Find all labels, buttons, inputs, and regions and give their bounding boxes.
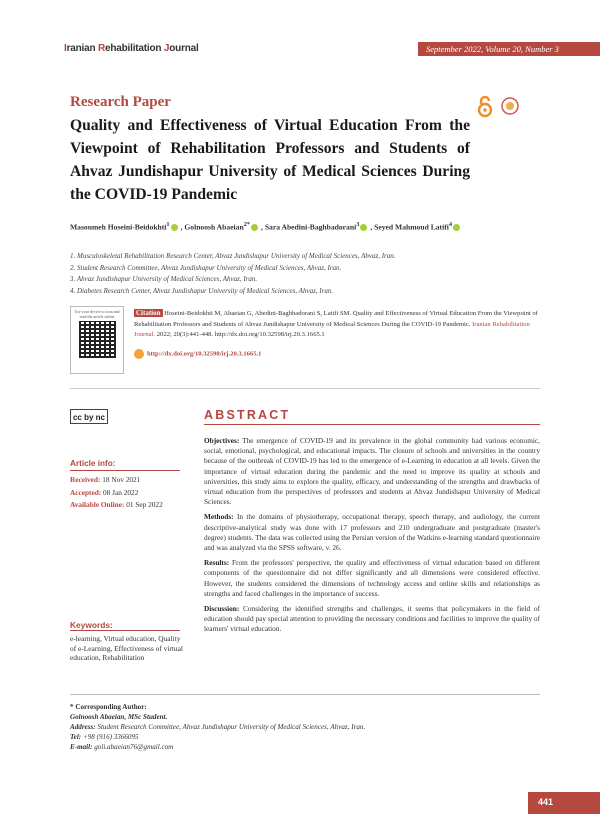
article-info-heading: Article info: (70, 459, 116, 468)
citation-block (134, 308, 540, 341)
article-info-divider (70, 470, 180, 471)
qr-code-box[interactable] (70, 306, 124, 374)
correspondence-name: Golnoosh Abaeian, MSc Student. (70, 713, 168, 721)
accepted-date: Accepted: 08 Jan 2022 (70, 487, 139, 497)
doi-link[interactable]: http://dx.doi.org/10.32598/irj.20.3.1665.1 (134, 349, 261, 359)
abstract-discussion: Discussion: Considering the identified strengths and challenges, it seems that policymakers in the field of education should pay special attention to providing the necessary conditions and facilities to improve the quality of learners' virtual education. (204, 604, 540, 634)
citation-text: Hoseini-Beidokhti M, Abaeian G, Abedini-Baghbadorani S, Latifi SM. Quality and Effectiveness of Virtual Education From the Viewpoint of Rehabilitation Professors and Students of Ahvaz Jundishapur University of Medical Sciences During the COVID-19 Pandemic. (134, 310, 538, 328)
correspondence-email: E-mail: goli.abaeian76@gmail.com (70, 743, 174, 751)
affiliation-item: 4. Diabetes Research Center, Ahvaz Jundishapur University of Medical Sciences, Ahvaz, Iran. (70, 286, 334, 295)
abstract-body (204, 436, 540, 640)
author-name: Sara Abedini-Baghbadorani (264, 222, 357, 232)
keywords-heading: Keywords: (70, 620, 113, 630)
abstract-objectives: Objectives: The emergence of COVID-19 and its prevalence in the global community had various economic, social, emotional, psychological, and educational impacts. The closure of schools and universities in the country because of the outbreak of COVID-19 has led to the emergence of e-Learning in education at all levels. Given the importance of virtual education during the pandemic and the need to improve its quality at schools and universities, this study aims to explore the quality, efficacy, and understanding of the strengths and drawbacks of virtual education from the perspectives of professors and students at Ahvaz Jundishapur University of Medical Sciences. (204, 436, 540, 507)
author-name: Seyed Mahmoud Latifi (374, 222, 449, 232)
correspondence-address: Address: Student Research Committee, Ahvaz Jundishapur University of Medical Sciences, Ahvaz, Iran. (70, 723, 366, 731)
orcid-icon[interactable] (251, 224, 258, 231)
abstract-heading: ABSTRACT (204, 408, 291, 422)
keywords-list: e-learning, Virtual education, Quality of e-Learning, Effectiveness of virtual education, Rehabilitation (70, 634, 183, 663)
doi-icon (134, 349, 144, 359)
orcid-icon[interactable] (453, 224, 460, 231)
cc-license-badge[interactable]: cc by nc (70, 409, 108, 424)
author-list: Masoumeh Hoseini-Beidokhti$^1$ , Golnoosh Abaeian$^{2*}$ , Sara Abedini-Baghbadorani$^3$ , Seyed Mahmoud Latifi$^4$ (70, 221, 540, 232)
abstract-divider (204, 424, 540, 425)
author-name: Golnoosh Abaeian (184, 222, 244, 232)
article-title: Quality and Effectiveness of Virtual Education From the Viewpoint of Rehabilitation Professors and Students of Ahvaz Jundishapur University of Medical Sciences During the COVID-19 Pandemic (70, 117, 470, 203)
qr-caption: Use your device to scan and read the article online (74, 309, 120, 319)
orcid-icon[interactable] (171, 224, 178, 231)
correspondence-tel: Tel: +98 (916) 3366095 (70, 733, 139, 741)
correspondence-divider (70, 694, 540, 695)
journal-logo: Iranian Rehabilitation Journal (64, 43, 199, 54)
page-number: 441 (538, 797, 554, 807)
received-date: Received: 18 Nov 2021 (70, 475, 141, 484)
crossmark-icon (502, 98, 518, 114)
citation-journal: Iranian Rehabilitation Journal. (134, 320, 530, 338)
abstract-results: Results: From the professors' perspective, the quality and effectiveness of virtual education based on different components of the questionnaire did not differ significantly and all dimensions were considered effective. However, the students considered the dimensions of technology access and online skills and relationships as strengths and faced challenges in the importance of success. (204, 558, 540, 598)
affiliation-item: 3. Ahvaz Jundishapur University of Medical Sciences, Ahvaz, Iran. (70, 275, 258, 283)
orcid-icon[interactable] (360, 224, 367, 231)
affiliation-item: 2. Student Research Committee, Ahvaz Jundishapur University of Medical Sciences, Ahvaz, Iran. (70, 263, 342, 272)
citation-ref: 2022; 20(3):441-448. http://dx.doi.org/10.32598/irj.20.3.1665.1 (156, 331, 325, 338)
citation-label: Citation (136, 309, 161, 317)
qr-code-icon (79, 321, 116, 358)
divider (70, 388, 540, 389)
open-access-icon (479, 97, 491, 116)
author-name: Masoumeh Hoseini-Beidokhti (70, 222, 167, 232)
open-access-crossmark-icons[interactable] (476, 96, 526, 120)
correspondence (70, 702, 540, 752)
online-date: Available Online: 01 Sep 2022 (70, 500, 163, 509)
paper-type: Research Paper (70, 94, 171, 110)
keywords-divider (70, 630, 180, 631)
article-info (70, 474, 190, 512)
affiliation-item: 1. Musculoskeletal Rehabilitation Research Center, Ahvaz Jundishapur University of Medical Sciences, Ahvaz, Iran. (70, 252, 396, 260)
correspondence-heading: * Corresponding Author: (70, 703, 147, 711)
issue-band: September 2022, Volume 20, Number 3 (418, 42, 600, 56)
abstract-methods: Methods: In the domains of physiotherapy, occupational therapy, speech therapy, and audiology, the current descriptive-analytical study was done with 17 professors and 210 undergraduate and postgraduate (master's degree) students. The data was collected using the Persian version of the Watkins e-learning standard questionnaire and was analyzed via the SPSS software, v. 26. (204, 512, 540, 553)
affiliations (70, 251, 540, 297)
